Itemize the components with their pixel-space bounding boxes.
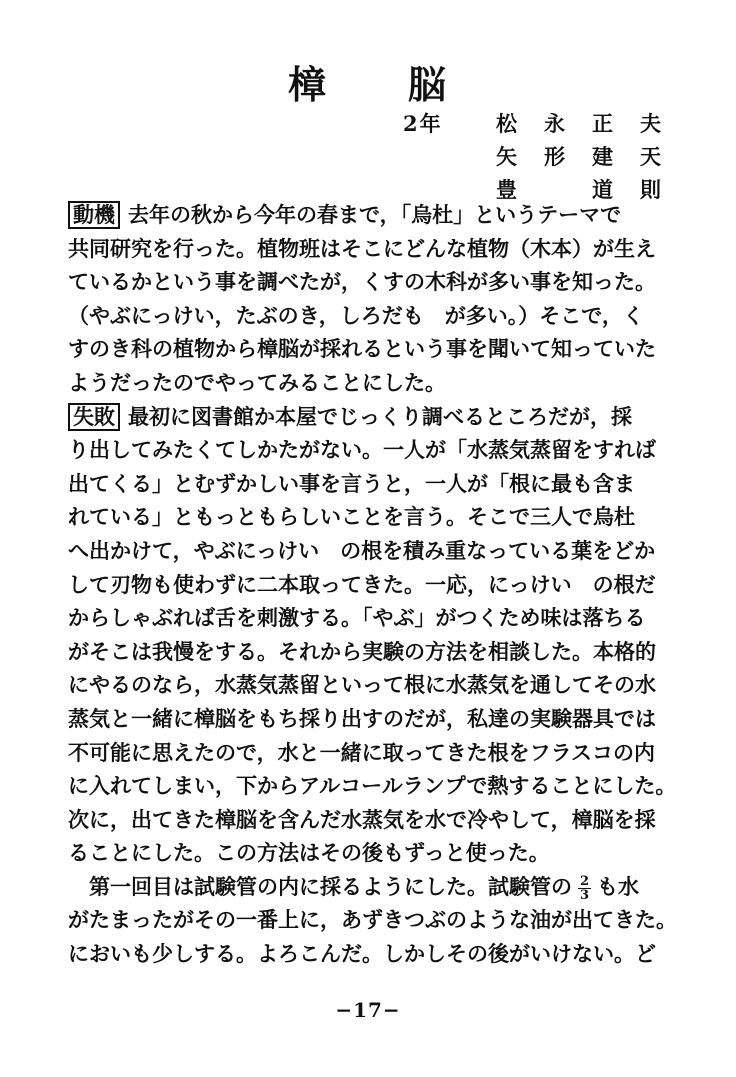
body-text — [68, 198, 700, 971]
text-line: 不可能に思えたので，水と一緒に取ってきた根をフラスコの内 — [68, 739, 655, 765]
text-line: からしゃぶれば舌を刺激する。「やぶ」がつくため味は落ちる — [68, 605, 646, 631]
title-char-1: 樟 — [287, 62, 328, 107]
author-name-1: 松 永 正 夫 — [496, 111, 661, 136]
text-line: へ出かけて，やぶにっけい の根を積み重なっている葉をどか — [68, 537, 656, 563]
author-name-2: 矢 形 建 天 — [496, 144, 661, 169]
fraction-two-thirds: $\frac{2}{3}$ — [580, 873, 590, 903]
motive-label: 動機 — [68, 201, 120, 229]
text-line: 第一回目は試験管の内に採るようにした。試験管の $\frac{2}{3}$ も水 — [68, 873, 640, 903]
failure-label: 失敗 — [68, 403, 120, 431]
author-name-3: 豊 道 則 — [496, 177, 661, 202]
text-line: がそこは我慢をする。それから実験の方法を相談した。本格的 — [68, 638, 656, 664]
page-number: −17− — [335, 998, 401, 1022]
text-line: がたまったがその一番上に，あずきつぶのような油が出てきた。 — [68, 907, 677, 933]
grade-label: 2年 — [403, 111, 443, 136]
text-line: においも少しする。よろこんだ。しかしその後がいけない。ど — [68, 941, 656, 967]
text-line: して刃物も使わずに二本取ってきた。一応，にっけい の根だ — [68, 571, 656, 597]
page-title — [0, 54, 736, 109]
text-line: 共同研究を行った。植物班はそこにどんな植物（木本）が生え — [68, 235, 656, 261]
text-line: 動機 去年の秋から今年の春まで，「烏杜」というテーマで — [68, 198, 700, 232]
text-line: ているかという事を調べたが，くすの木科が多い事を知った。 — [68, 269, 656, 295]
text-line: 出てくる」とむずかしい事を言うと，一人が「根に最も含ま — [68, 470, 635, 496]
text-line: 失敗 最初に図書館か本屋でじっくり調べるところだが，採 — [68, 400, 700, 434]
text-line: り出してみたくてしかたがない。一人が「水蒸気蒸留をすれば — [68, 437, 656, 463]
text-line: ようだったのでやってみることにした。 — [68, 369, 446, 395]
text-line: ることにした。この方法はその後もずっと使った。 — [68, 840, 550, 866]
text-line: （やぶにっけい，たぶのき，しろだも が多い。）そこで，く — [68, 302, 644, 328]
text-line: にやるのなら，水蒸気蒸留といって根に水蒸気を通してその水 — [68, 672, 656, 698]
text-line: 次に，出てきた樟脳を含んだ水蒸気を水で冷やして，樟脳を採 — [68, 806, 656, 832]
title-char-2: 脳 — [408, 62, 449, 107]
text-line: すのき科の植物から樟脳が採れるという事を聞いて知っていた — [68, 336, 656, 362]
text-line: れている」ともっともらしいことを言う。そこで三人で烏杜 — [68, 504, 635, 530]
text-line: に入れてしまい，下からアルコールランプで熱することにした。 — [68, 773, 677, 799]
text-line: 蒸気と一緒に樟脳をもち採り出すのだが，私達の実験器具では — [68, 705, 656, 731]
